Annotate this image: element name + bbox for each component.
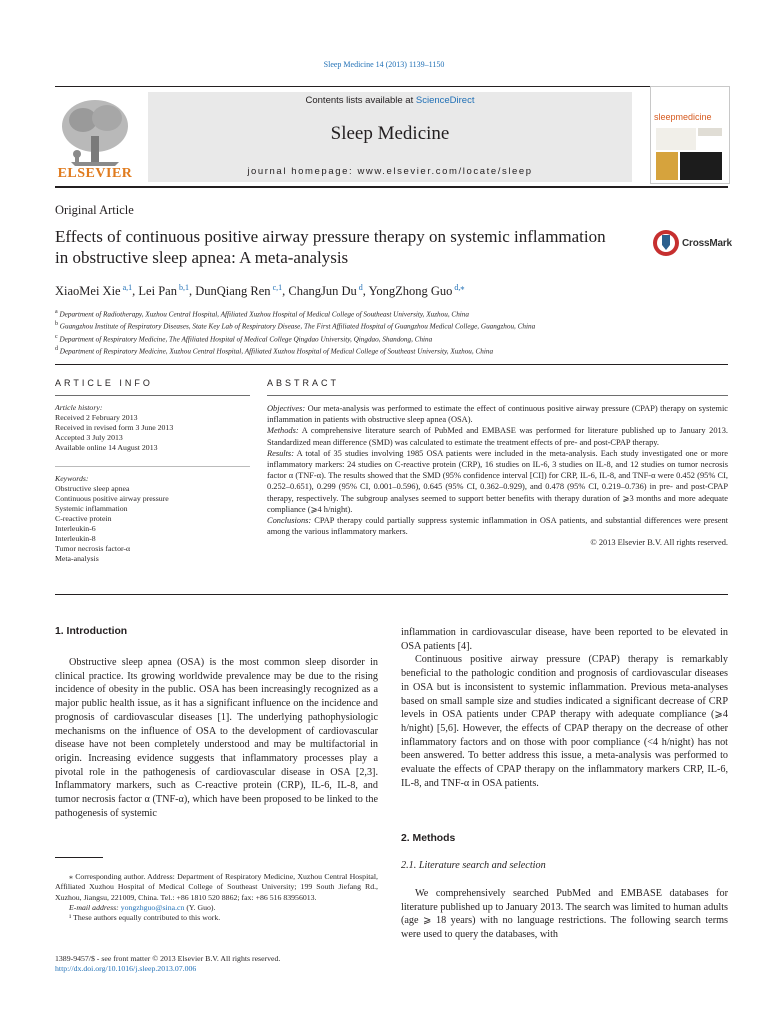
affiliation-rule [55, 364, 728, 365]
abstract-bottom-rule [55, 594, 728, 595]
equal-contribution-note: ¹ These authors equally contributed to this work. [69, 913, 221, 923]
author-affiliation-marker[interactable]: d [356, 283, 363, 292]
journal-citation[interactable]: Sleep Medicine 14 (2013) 1139–1150 [323, 60, 445, 69]
affiliation-text: Guangzhou Institute of Respiratory Diseases, State Key Lab of Respiratory Disease, The First Affiliated Hospital of Guangzhou Medical College, Guangzhou, China [58, 322, 536, 331]
header-bottom-rule [55, 186, 728, 188]
affiliation-marker: a [55, 309, 58, 315]
affiliation-item [55, 332, 735, 344]
right-column-paragraph-1: inflammation in cardiovascular disease, have been reported to be elevated in OSA patients [4]. [401, 627, 728, 652]
abstract-copyright: © 2013 Elsevier B.V. All rights reserved. [590, 538, 728, 548]
article-info-rule [55, 395, 250, 396]
methods-body-text: We comprehensively searched PubMed and EMBASE databases for literature published up to January 2013. The search was limited to human adults (age ⩾ 18 years) with no language restrictions. The following search terms were used to query the databases, with [401, 888, 728, 941]
affiliation-text: Department of Radiotherapy, Xuzhou Central Hospital, Affiliated Xuzhou Hospital of Medical College of Southeast University, Xuzhou, China [57, 310, 469, 319]
author-separator: , [282, 284, 289, 299]
affiliation-text: Department of Respiratory Medicine, Xuzhou Central Hospital, Affiliated Xuzhou Hospital of Medical College of Southeast University, Xuzhou, China [58, 347, 494, 356]
right-column-paragraph-2: Continuous positive airway pressure (CPAP) therapy is remarkably beneficial to the pathologic condition and prognosis of cardiovascular diseases in OSA but is inconsistent to systemic inflammation. Previous meta-analyses based on small sample size and studies indicated a significant decrease of CRP levels in OSA patients under CPAP therapy with adequate compliance (⩾4 h/night) [5,6]. However, the effects of CPAP therapy on the decrease of other inflammatory factors and on those with poor compliance (<4 h/night) has not been answered. To better address this issue, a meta-analysis was performed to evaluate the effects of CPAP therapy on the inflammatory markers CRP, IL-6, IL-8, and TNF-α in OSA patients. [401, 654, 728, 789]
keyword-item: Continuous positive airway pressure [55, 494, 169, 503]
author-name: Lei Pan [138, 284, 177, 299]
author-affiliation-marker[interactable]: a,1 [120, 283, 133, 292]
keyword-item: Interleukin-6 [55, 524, 96, 533]
contents-prefix: Contents lists available at [305, 95, 416, 106]
affiliation-marker: c [55, 333, 58, 340]
abstract-text [267, 403, 728, 549]
affiliation-marker: d [55, 346, 58, 353]
affiliations [55, 307, 735, 357]
keyword-item: C-reactive protein [55, 514, 112, 523]
objectives-text: Our meta-analysis was performed to estimate the effect of continuous positive airway pressure (CPAP) therapy on systemic inflammation in patients with obstructive sleep apnea (OSA). [267, 404, 728, 425]
affiliation-item [55, 344, 735, 356]
article-info-heading: ARTICLE INFO [55, 378, 153, 388]
author-name: ChangJun Du [288, 284, 357, 299]
crossmark-icon[interactable] [652, 229, 680, 257]
footnote-rule [55, 857, 103, 858]
keywords-label: Keywords: [55, 474, 89, 483]
keywords-rule [55, 466, 250, 467]
cover-artwork [656, 128, 722, 180]
history-item: Received 2 February 2013 [55, 413, 138, 422]
history-item: Accepted 3 July 2013 [55, 433, 123, 442]
affiliation-item [55, 319, 735, 331]
author-name: XiaoMei Xie [55, 284, 121, 299]
affiliation-item [55, 307, 735, 319]
article-title: Effects of continuous positive airway pressure therapy on systemic inflammation in obstructive sleep apnea: A meta-analysis [55, 227, 606, 267]
history-item: Received in revised form 3 June 2013 [55, 423, 174, 432]
keywords [55, 474, 250, 564]
contents-line [148, 95, 632, 106]
author-affiliation-marker[interactable]: d,⁎ [452, 283, 465, 292]
history-item: Available online 14 August 2013 [55, 443, 158, 452]
author-affiliation-marker[interactable]: c,1 [270, 283, 283, 292]
cover-title: sleepmedicine [654, 112, 712, 122]
email-label: E-mail address: [69, 902, 121, 912]
doi-link[interactable]: http://dx.doi.org/10.1016/j.sleep.2013.07.006 [55, 964, 197, 974]
issn-line: 1389-9457/$ - see front matter © 2013 Elsevier B.V. All rights reserved. [55, 954, 281, 963]
methods-heading: 2. Methods [401, 833, 456, 844]
methods-paragraph [401, 887, 728, 942]
article-history [55, 403, 250, 453]
article-type: Original Article [55, 203, 134, 217]
methods-label: Methods: [267, 426, 299, 436]
author-separator: , [132, 284, 139, 299]
introduction-paragraph [55, 656, 378, 820]
affiliation-marker: b [55, 321, 58, 328]
right-column [401, 626, 728, 790]
keyword-item: Systemic inflammation [55, 504, 128, 513]
sciencedirect-link[interactable]: ScienceDirect [415, 95, 475, 106]
journal-name: Sleep Medicine [330, 123, 450, 144]
keyword-item: Tumor necrosis factor-α [55, 544, 131, 553]
methods-subheading: 2.1. Literature search and selection [401, 860, 546, 871]
article-history-label: Article history: [55, 403, 103, 412]
issn-block [55, 954, 415, 975]
author-separator: , [362, 284, 369, 299]
conclusions-text: CPAP therapy could partially suppress systemic inflammation in OSA patients, and substantial differences were present among the various inflammatory markers. [267, 516, 728, 537]
affiliation-text: Department of Respiratory Medicine, The Affiliated Hospital of Medical College Qingdao University, Qingdao, Shandong, China [57, 335, 433, 344]
author-name: DunQiang Ren [195, 284, 271, 299]
introduction-text: Obstructive sleep apnea (OSA) is the most common sleep disorder in clinical practice. Its growing worldwide prevalence may be due to the rising incidence of obesity in the public. OSA has been increasingly recognized as a major public health issue, as it has a significant influence on the incidence and prognosis of cardiovascular diseases [1]. The underlying pathophysiologic mechanisms on the influence of OSA to the development of cardiovascular disease have not been completely understood and may be multifactorial in origin. Increasing evidence suggests that inflammatory processes play a pivotal role in the pathogenesis of cardiovascular disease in OSA [2,3]. Inflammatory markers, such as C-reactive protein (CRP), IL-6, IL-8, and tumor necrosis factor α (TNF-α), which have been proposed to be linked to the pathogenesis of systemic [55, 657, 378, 819]
keyword-item: Meta-analysis [55, 554, 99, 563]
abstract-rule [267, 395, 728, 396]
elsevier-wordmark: ELSEVIER [57, 166, 133, 181]
email-link[interactable]: yongzhguo@sina.cn [120, 902, 185, 912]
journal-homepage[interactable]: journal homepage: www.elsevier.com/locate/sleep [247, 166, 533, 177]
crossmark-label[interactable]: CrossMark [682, 238, 732, 249]
abstract-heading: ABSTRACT [267, 378, 340, 388]
keyword-item: Obstructive sleep apnea [55, 484, 130, 493]
email-suffix: (Y. Guo). [184, 902, 216, 912]
introduction-heading: 1. Introduction [55, 626, 128, 637]
objectives-label: Objectives: [267, 404, 306, 413]
methods-text: A comprehensive literature search of PubMed and EMBASE was performed for literature published up to January 2013. Standardized mean difference (SMD) was calculated to estimate the treatment effects of pre- and post-CPAP therapy. [267, 426, 728, 447]
footnotes [55, 872, 378, 923]
corresponding-author-note: ⁎ Corresponding author. Address: Department of Respiratory Medicine, Xuzhou Central Hospital, Affiliated Xuzhou Hospital of Medical College of Southeast University; 199 South Jiefang Rd., Xuzhou, Jiangsu, 221009, China. Tel.: +86 1810 520 8862; fax: +86 516 83956013. [55, 872, 378, 902]
conclusions-label: Conclusions: [267, 516, 312, 526]
author-name: YongZhong Guo [368, 284, 453, 299]
results-label: Results: [267, 448, 294, 458]
header-top-rule [55, 86, 728, 87]
author-affiliation-marker[interactable]: b,1 [176, 283, 189, 292]
keyword-item: Interleukin-8 [55, 534, 96, 543]
author-separator: , [188, 284, 196, 299]
results-text: A total of 35 studies involving 1985 OSA patients were included in the meta-analysis. Each study investigated one or more inflammatory markers: 24 studies on C-reactive protein (CRP), 16 studies on IL-6, 3 studies on IL-8, and 12 studies on tumor necrosis factor α (TNF-α). The results showed that the SMD (95% confidence interval [CI]) for CRP, IL-6, IL-8, and TNF-α were 0.452 (95% CI, 0.252–0.651), 0.299 (95% CI, 0.001–0.596), 0.645 (95% CI, 0.362–0.929), and 0.478 (95% CI, 0.219–0.736) in pre- and post-CPAP therapy, respectively. The subgroup analyses seemed to support better benefits with therapy duration of ⩾3 months and more adequate compliance (⩾4 h/night). [267, 448, 728, 514]
author-list [55, 283, 464, 299]
